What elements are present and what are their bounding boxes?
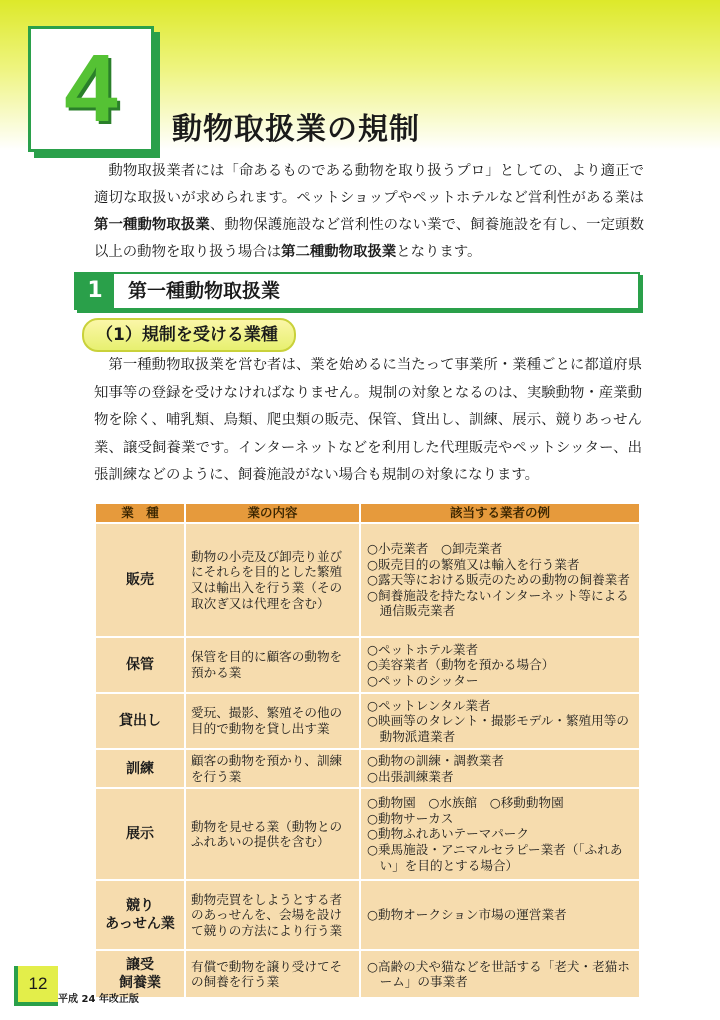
row-kind: 訓練 <box>95 749 185 788</box>
example-item: ○動物サーカス <box>367 810 454 826</box>
intro-paragraph <box>94 158 644 266</box>
page-number: 12 <box>14 966 58 1006</box>
chapter-number-box <box>28 26 154 152</box>
row-content: 愛玩、撮影、繁殖その他の目的で動物を貸し出す業 <box>185 693 360 749</box>
example-item: ○ペットホテル業者 <box>367 641 479 657</box>
example-item: ○美容業者（動物を預かる場合） <box>367 657 555 673</box>
row-examples <box>360 950 640 998</box>
row-content: 動物売買をしようとする者のあっせんを、会場を設けて競りの方法により行う業 <box>185 880 360 950</box>
section-heading <box>74 272 640 310</box>
example-item: ○小売業者 ○卸売業者 <box>367 541 503 557</box>
example-item: ○露天等における販売のための動物の飼養業者 <box>367 572 630 588</box>
row-examples <box>360 880 640 950</box>
example-item: ○出張訓練業者 <box>367 768 454 784</box>
row-kind: 譲受 飼養業 <box>95 950 185 998</box>
example-item: ○動物園 ○水族館 ○移動動物園 <box>367 795 564 811</box>
row-content: 有償で動物を譲り受けてその飼養を行う業 <box>185 950 360 998</box>
row-content: 動物の小売及び卸売り並びにそれらを目的とした繁殖又は輸出入を行う業（その取次ぎ又は代理を含む） <box>185 523 360 637</box>
example-item: ○ペットのシッター <box>367 672 479 688</box>
chapter-title: 動物取扱業の規制 <box>172 112 420 147</box>
example-item: ○動物の訓練・調教業者 <box>367 753 504 768</box>
table-row <box>95 523 640 637</box>
edition-label: 平成 24 年改正版 <box>58 994 139 1005</box>
section-title: 第一種動物取扱業 <box>128 280 281 302</box>
example-item: ○映画等のタレント・撮影モデル・繁殖用等の動物派遣業者 <box>367 713 629 744</box>
intro-bold-second-type: 第二種動物取扱業 <box>281 244 397 260</box>
table-row <box>95 693 640 749</box>
chapter-number: 4 <box>64 35 118 142</box>
row-examples <box>360 788 640 880</box>
example-item: ○動物ふれあいテーマパーク <box>367 826 529 842</box>
intro-text-1: 動物取扱業者には「命あるものである動物を取り扱うプロ」としての、より適正で適切な取扱いが求められます。ペットショップやペットホテルなど営利性がある業は <box>94 163 644 206</box>
intro-bold-first-type: 第一種動物取扱業 <box>94 217 210 233</box>
intro-text-2: 、動物保護施設など営利性のない業で、飼養施設を有し、一定頭数以上の動物を取り扱う場合は <box>94 217 644 260</box>
example-item: ○ペットレンタル業者 <box>367 697 491 713</box>
header-examples: 該当する業者の例 <box>360 503 640 523</box>
table-row <box>95 637 640 693</box>
row-kind: 競り あっせん業 <box>95 880 185 950</box>
row-content: 保管を目的に顧客の動物を預かる業 <box>185 637 360 693</box>
section-number: 1 <box>76 274 114 308</box>
row-examples <box>360 523 640 637</box>
business-types-table <box>94 502 641 999</box>
row-kind: 販売 <box>95 523 185 637</box>
example-item: ○販売目的の繁殖又は輸入を行う業者 <box>367 556 580 572</box>
row-kind: 保管 <box>95 637 185 693</box>
example-item: ○飼養施設を持たないインターネット等による通信販売業者 <box>367 587 629 619</box>
table-row <box>95 880 640 950</box>
table-header-row <box>95 503 640 523</box>
example-item: ○乗馬施設・アニマルセラピー業者（「ふれあい」を目的とする場合） <box>367 841 623 873</box>
row-content: 顧客の動物を預かり、訓練を行う業 <box>185 749 360 788</box>
subsection-heading: （1）規制を受ける業種 <box>82 318 296 352</box>
table-row <box>95 950 640 998</box>
row-kind: 貸出し <box>95 693 185 749</box>
row-examples <box>360 693 640 749</box>
row-content: 動物を見せる業（動物とのふれあいの提供を含む） <box>185 788 360 880</box>
row-kind: 展示 <box>95 788 185 880</box>
row-examples <box>360 637 640 693</box>
intro-text-3: となります。 <box>396 244 482 260</box>
example-item: ○高齢の犬や猫などを世話する「老犬・老猫ホーム」の事業者 <box>367 958 630 990</box>
table-row <box>95 749 640 788</box>
body-paragraph: 第一種動物取扱業を営む者は、業を始めるに当たって事業所・業種ごとに都道府県知事等の登録を受けなければなりません。規制の対象となるのは、実験動物・産業動物を除く、哺乳類、鳥類、爬虫類の販売、保管、貸出し、訓練、展示、競りあっせん業、譲受飼養業です。インターネットなどを利用した代理販売やペットシッター、出張訓練などのように、飼養施設がない場合も規制の対象になります。 <box>94 357 642 483</box>
example-item: ○動物オークション市場の運営業者 <box>367 907 567 923</box>
header-content: 業の内容 <box>185 503 360 523</box>
header-kind: 業 種 <box>95 503 185 523</box>
table-row <box>95 788 640 880</box>
row-examples <box>360 749 640 788</box>
